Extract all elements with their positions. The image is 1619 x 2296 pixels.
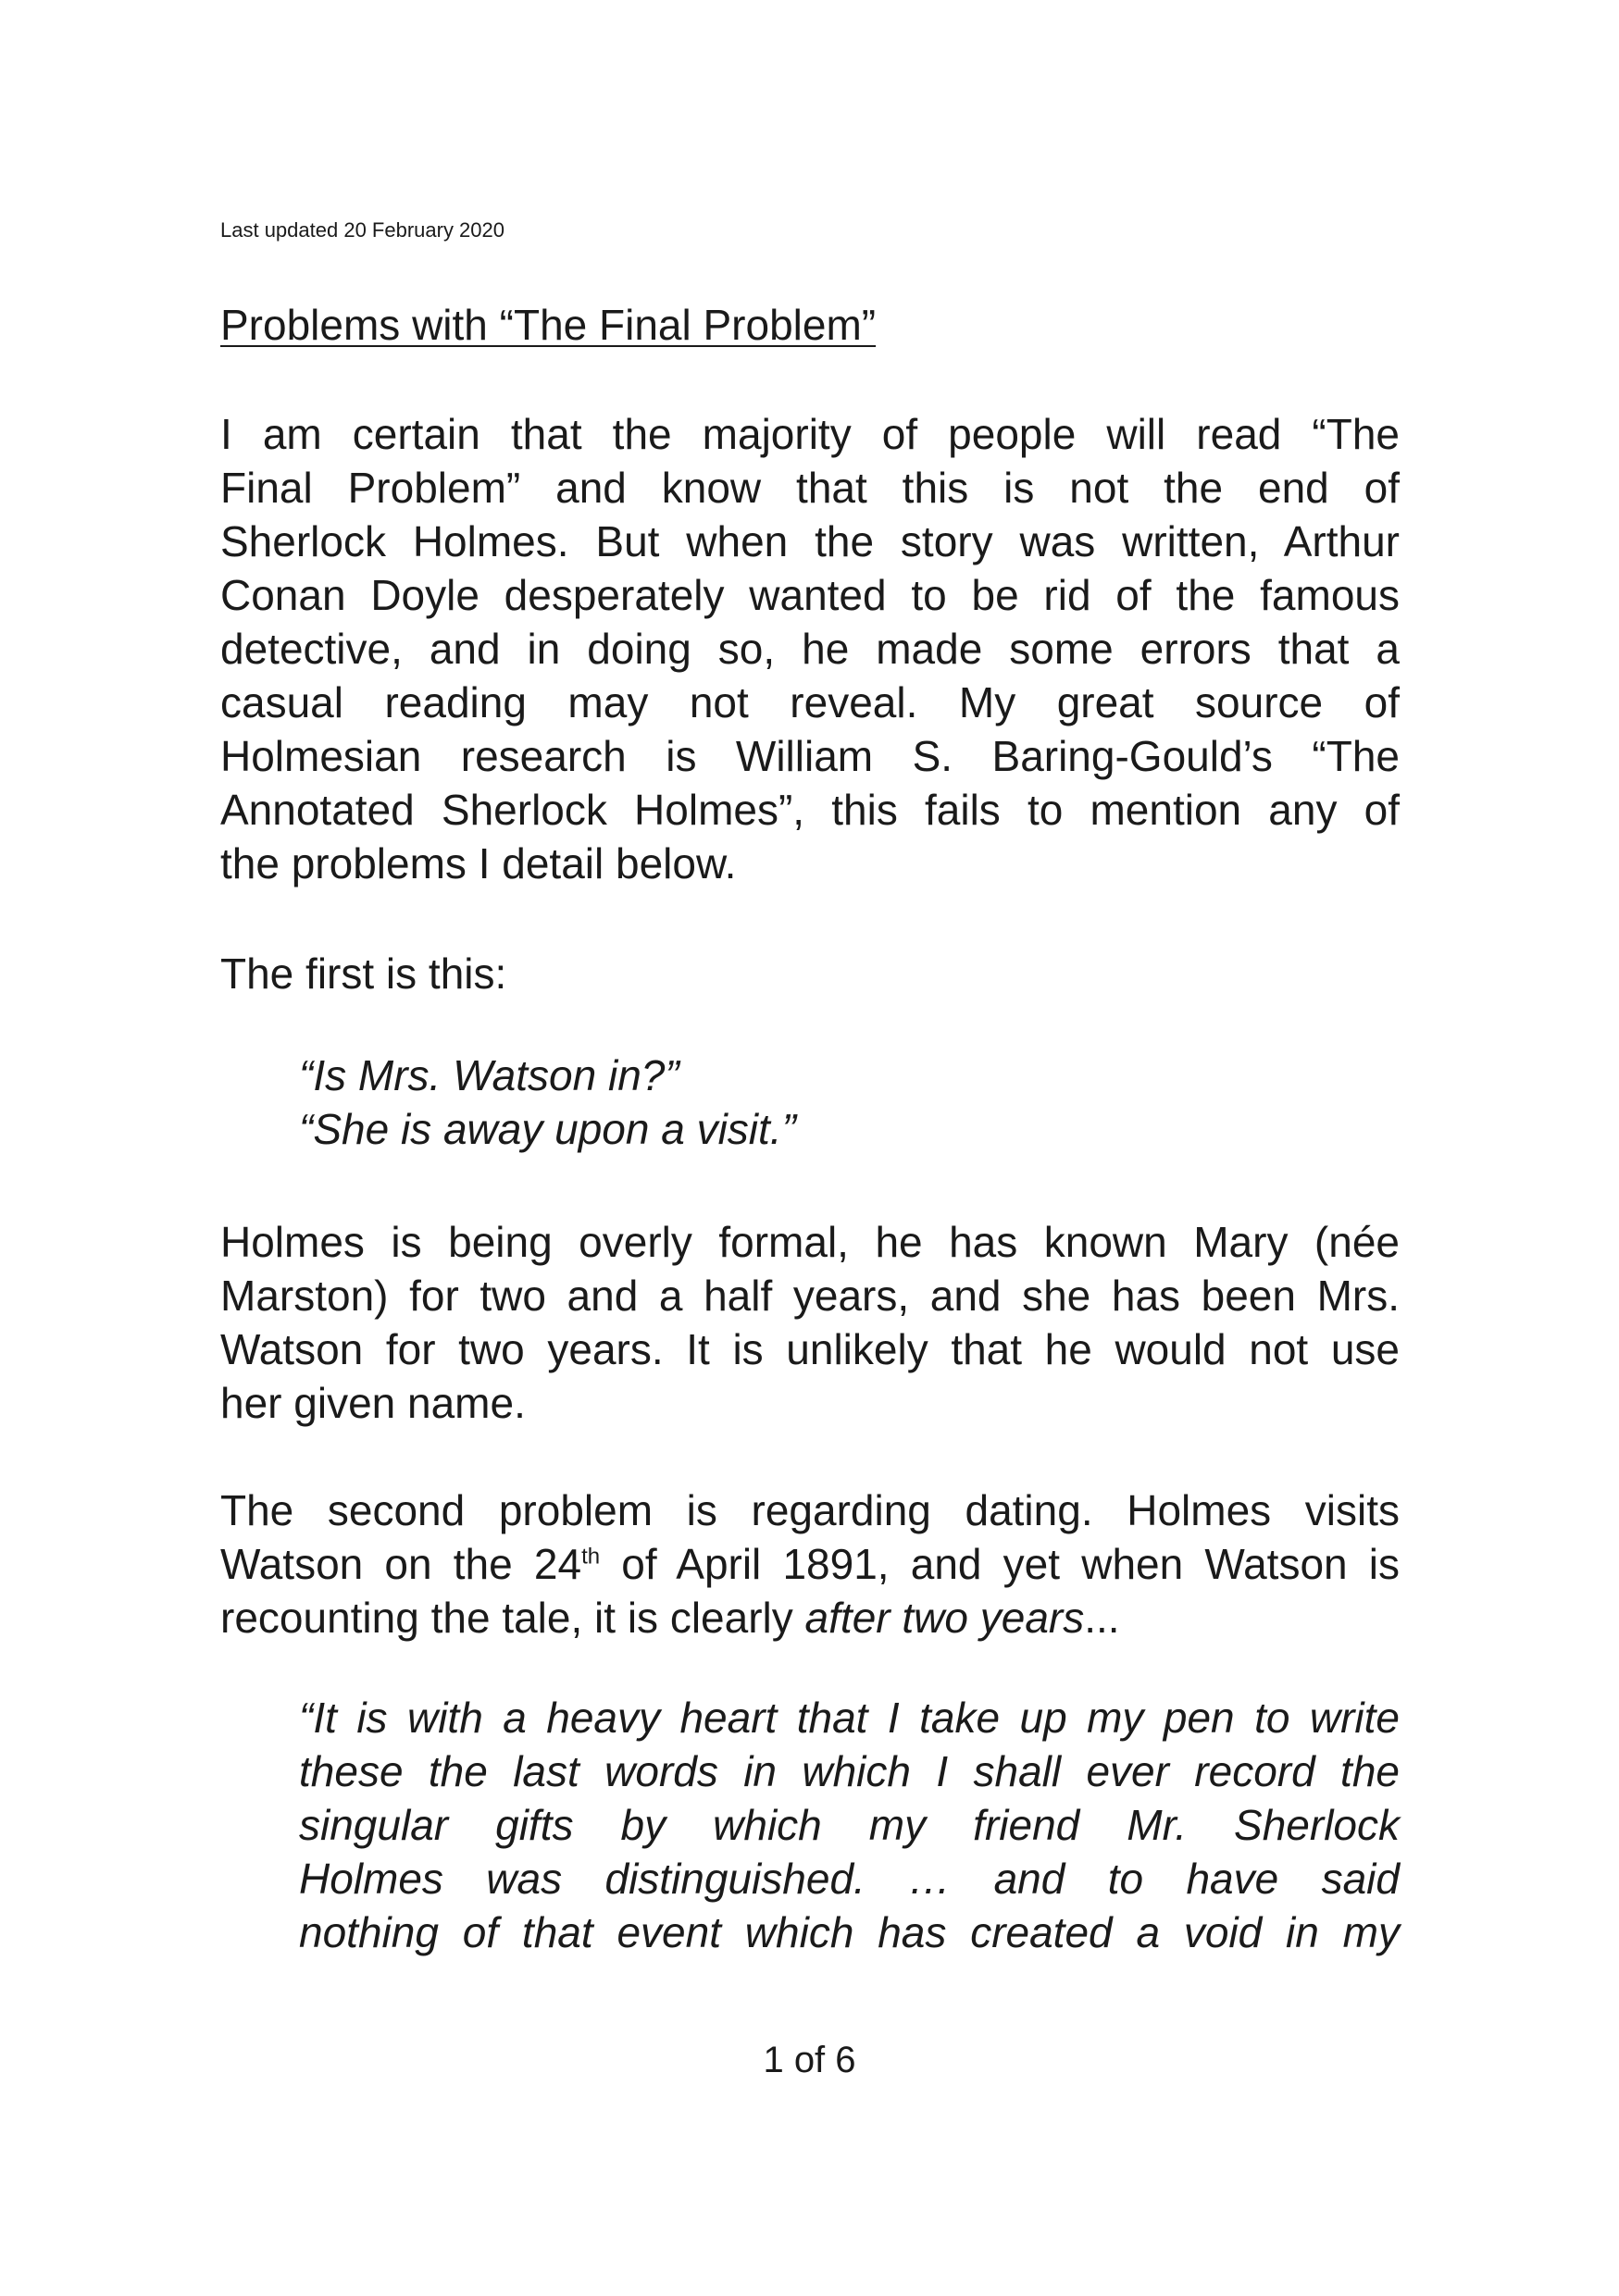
quote-line: “She is away upon a visit.”: [299, 1105, 796, 1153]
text-run: recounting the tale, it is clearly: [220, 1594, 805, 1642]
paragraph-line: detective, and in doing so, he made some errors that a: [220, 625, 1400, 673]
quote-line: Holmes was distinguished. … and to have said: [299, 1855, 1400, 1903]
page-indicator: 1 of 6: [763, 2040, 856, 2080]
text-run: of April 1891, and yet when Watson is: [600, 1540, 1401, 1588]
italic-emphasis: after two years: [804, 1594, 1085, 1642]
text-run: Watson on the 24: [220, 1540, 582, 1588]
paragraph-line: Holmesian research is William S. Baring-Gould’s “The: [220, 732, 1400, 780]
quote-line: these the last words in which I shall ever record the: [299, 1747, 1400, 1795]
quote-line: nothing of that event which has created a void in my: [299, 1908, 1400, 1956]
paragraph-line: Conan Doyle desperately wanted to be rid of the famous: [220, 571, 1400, 619]
quote-line: “It is with a heavy heart that I take up my pen to write: [299, 1694, 1400, 1742]
text-run: ...: [1084, 1594, 1120, 1642]
second-problem-paragraph: [220, 1483, 1400, 1644]
quote-line: “Is Mrs. Watson in?”: [299, 1051, 679, 1099]
paragraph-line: Annotated Sherlock Holmes”, this fails to mention any of: [220, 786, 1400, 834]
intro-paragraph: [220, 407, 1400, 890]
paragraph-line: I am certain that the majority of people will read “The: [220, 410, 1400, 458]
first-quote-block: [299, 1049, 796, 1156]
paragraph-line: Marston) for two and a half years, and she has been Mrs.: [220, 1272, 1400, 1320]
first-problem-paragraph: [220, 1215, 1400, 1430]
paragraph-line: Sherlock Holmes. But when the story was written, Arthur: [220, 517, 1400, 565]
paragraph-line: her given name.: [220, 1379, 526, 1427]
paragraph-line: Holmes is being overly formal, he has known Mary (née: [220, 1218, 1400, 1266]
paragraph-line: [220, 1591, 1400, 1644]
first-problem-intro: [220, 947, 1400, 1000]
second-quote-block: [299, 1691, 1400, 1959]
paragraph-line: Watson for two years. It is unlikely that he would not use: [220, 1325, 1400, 1373]
paragraph-line: The second problem is regarding dating. Holmes visits: [220, 1486, 1400, 1534]
document-title: Problems with “The Final Problem”: [220, 301, 877, 349]
paragraph-line: Final Problem” and know that this is not the end of: [220, 464, 1400, 512]
paragraph-line: casual reading may not reveal. My great source of: [220, 678, 1400, 726]
ordinal-suffix: th: [581, 1544, 601, 1570]
paragraph-line: [220, 1537, 1400, 1591]
paragraph-line: the problems I detail below.: [220, 839, 737, 887]
quote-line: singular gifts by which my friend Mr. Sherlock: [299, 1801, 1400, 1849]
paragraph-line: The first is this:: [220, 949, 507, 998]
last-updated-note: Last updated 20 February 2020: [220, 218, 505, 242]
